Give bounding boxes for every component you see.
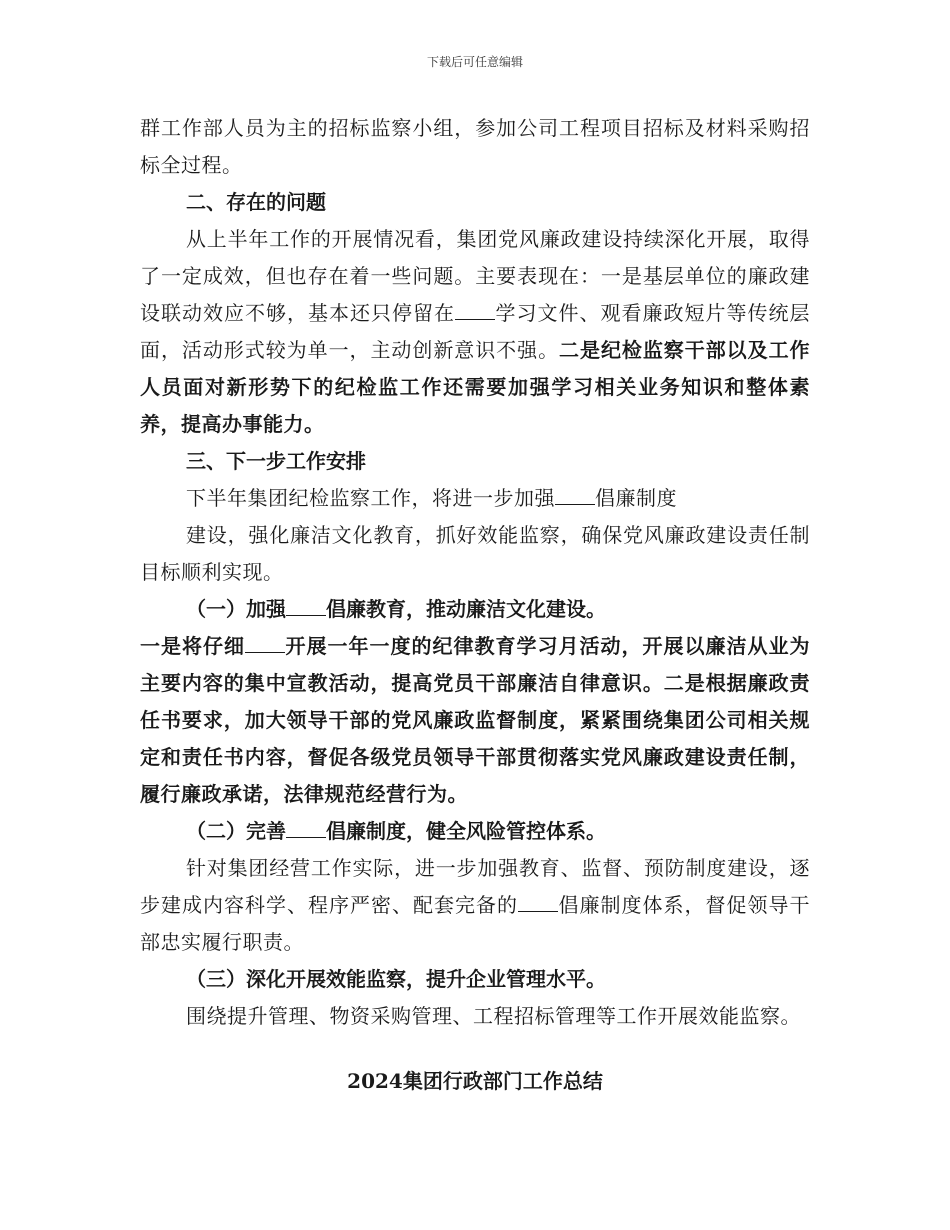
subsection-2-part1: （二）完善	[186, 819, 286, 843]
subsection-2-part2: 倡廉制度，健全风险管控体系。	[326, 819, 606, 843]
subsection-1-part1: （一）加强	[186, 597, 286, 621]
subsection-heading-3: （三）深化开展效能监察，提升企业管理水平。	[186, 967, 606, 991]
section-heading-problems: 二、存在的问题	[186, 190, 326, 214]
paragraph-efficiency-supervision: 围绕提升管理、物资采购管理、工程招标管理等工作开展效能监察。	[186, 1004, 801, 1028]
subsection-1-part2: 倡廉教育，推动廉洁文化建设。	[326, 597, 606, 621]
risk-control-text-part1: 针对集团经营工作实际，进一步加强教育、监督、预防制度建设，逐步建成内容科学、程序严密、配套完备的	[140, 856, 810, 917]
next-document-title: 2024集团行政部门工作总结	[347, 1069, 603, 1093]
section-heading-next-steps: 三、下一步工作安排	[186, 449, 366, 473]
problems-text-part2: 学习文件、观看廉政短片等传统层面，活动形式较为单一，主动创新意识不强。	[140, 301, 810, 362]
paragraph-next-steps-intro	[140, 480, 810, 517]
next-steps-text-part1: 下半年集团纪检监察工作，将进一步加强	[186, 486, 555, 510]
next-steps-text-part2: 倡廉制度	[595, 486, 677, 510]
problems-text-part3: 二是纪检监察干部以及工作人员面对新形势下的纪检监工作还需要加强学习相关业务知识和整体素养，提高办事能力。	[140, 338, 811, 436]
blank-line	[286, 819, 326, 838]
problems-text-part1: 从上半年工作的开展情况看，集团党风廉政建设持续深化开展，取得了一定成效，但也存在着一些问题。主要表现在：一是基层单位的廉政建设联动效应不够，基本还只停留在	[140, 227, 810, 325]
paragraph-risk-control	[140, 850, 810, 961]
risk-control-text-part2: 倡廉制度体系，督促领导干部忠实履行职责。	[140, 893, 810, 954]
blank-line	[555, 486, 595, 505]
blank-line	[286, 597, 326, 616]
header-note: 下载后可任意编辑	[426, 55, 523, 69]
paragraph-education	[140, 628, 810, 813]
paragraph-problems	[140, 221, 810, 443]
education-text-part2: 开展一年一度的纪律教育学习月活动，开展以廉洁从业为主要内容的集中宣教活动，提高党员干部廉洁自律意识。二是根据廉政责任书要求，加大领导干部的党风廉政监督制度，紧紧围绕集团公司相关规定和责任书内容，督促各级党员领导干部贯彻落实党风廉政建设责任制，履行廉政承诺，法律规范经营行为。	[140, 634, 810, 806]
document-body	[140, 110, 810, 1100]
blank-line	[518, 893, 558, 912]
blank-line	[245, 634, 285, 653]
education-text-part1: 一是将仔细	[140, 634, 245, 658]
paragraph-procurement-oversight: 群工作部人员为主的招标监察小组，参加公司工程项目招标及材料采购招标全过程。	[140, 116, 810, 177]
paragraph-next-steps-goal: 建设，强化廉洁文化教育，抓好效能监察，确保党风廉政建设责任制目标顺利实现。	[140, 523, 810, 584]
blank-line	[455, 301, 495, 320]
subsection-heading-2	[140, 813, 810, 850]
subsection-heading-1	[140, 591, 810, 628]
